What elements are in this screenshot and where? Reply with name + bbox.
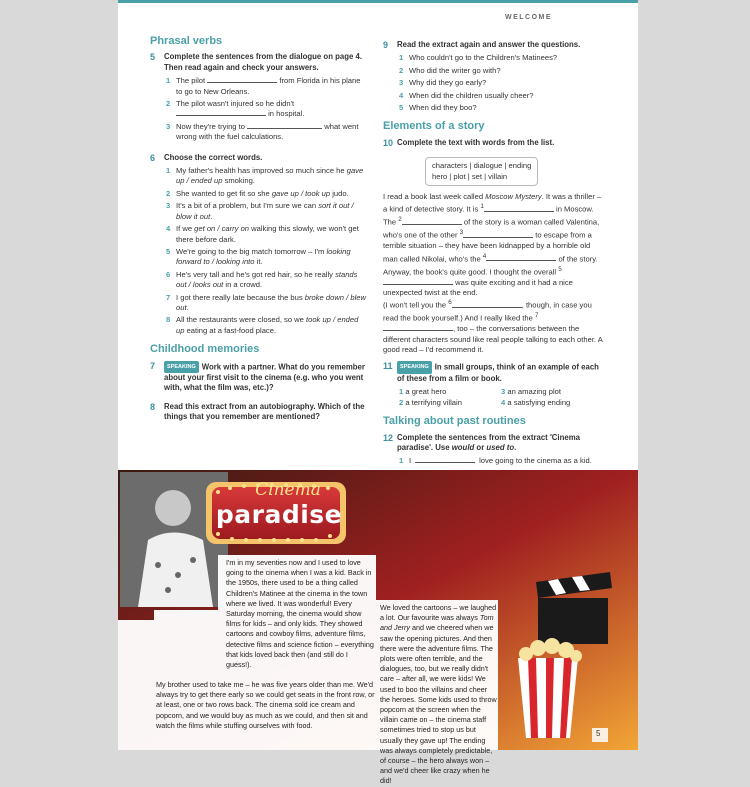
item-number: 3: [166, 201, 171, 211]
elements-of-story-heading: Elements of a story: [383, 120, 485, 133]
answer-blank[interactable]: [176, 115, 266, 116]
word-box: [425, 157, 538, 186]
gap-number: 4: [482, 252, 487, 260]
gap-number: 6: [448, 299, 452, 307]
item-number: 1: [166, 166, 171, 176]
item-text: [176, 293, 368, 314]
item-number: 6: [166, 269, 171, 279]
word-list: characters | dialogue | ending: [432, 161, 532, 171]
exercise-9: [383, 40, 603, 50]
item-number: 2: [399, 397, 404, 407]
text: We loved the cartoons – we laughed a lot. Our favourite was always: [380, 603, 497, 623]
item-text: in hospital.: [268, 109, 305, 119]
text: All the restaurants were closed, so we: [176, 315, 306, 325]
exercise-number: 6: [150, 152, 156, 163]
choice-options[interactable]: sort it out / blow it out: [176, 201, 354, 221]
ex11-grid: [399, 387, 603, 408]
choice-options[interactable]: gave up / took up: [271, 188, 331, 198]
item-number: 4: [501, 397, 506, 407]
gap-number: 3: [459, 229, 464, 237]
exercise-instruction: Read the extract again and answer the questions.: [397, 40, 581, 49]
choice-options[interactable]: stands out / looks out: [176, 269, 358, 290]
exercise-11: [383, 361, 603, 384]
exercise-instruction: .: [514, 442, 517, 452]
poster-title-main: paradise: [215, 500, 343, 529]
list-item: [399, 78, 603, 88]
answer-blank[interactable]: [383, 284, 453, 285]
item-text: When did the children usually cheer?: [409, 90, 534, 100]
item-text: a satisfying ending: [507, 397, 571, 407]
text: it.: [254, 257, 263, 267]
keyword: used to: [486, 442, 515, 452]
exercise-7: [150, 361, 368, 394]
text: .: [210, 211, 213, 221]
text: walking this slowly, we won't get there before dark.: [176, 224, 359, 244]
list-item: [166, 166, 368, 187]
text: in a crowd.: [223, 280, 263, 290]
text: Tom and Jerry: [380, 613, 494, 633]
text: eating at a fast-food place.: [184, 325, 277, 335]
text: , though, in case you read the book yourself.) And I really liked the: [383, 300, 592, 323]
answer-blank[interactable]: [247, 128, 322, 129]
item-number: 1: [399, 53, 404, 63]
poster-title-script: Cinema: [255, 480, 321, 500]
item-text: Now they're trying to: [176, 121, 245, 131]
section-label: WELCOME: [505, 14, 553, 21]
exercise-number: 5: [150, 52, 156, 63]
gap-number: 5: [558, 265, 562, 273]
item-number: 2: [166, 188, 171, 198]
item-text: [176, 247, 368, 268]
answer-blank[interactable]: [463, 237, 533, 238]
list-item: [399, 91, 603, 101]
item-text: When did they boo?: [409, 103, 477, 113]
header-stripe: [118, 0, 638, 14]
childhood-memories-heading: Childhood memories: [150, 343, 260, 356]
list-item: [166, 76, 368, 97]
item-number: 3: [166, 121, 171, 131]
item-number: 2: [166, 99, 171, 109]
list-item: [166, 224, 368, 245]
item-text: from Florida in his plane to go to New Orleans.: [176, 76, 361, 96]
item-text: [176, 166, 368, 187]
item-number: 1: [399, 387, 404, 397]
item-number: 1: [399, 456, 404, 466]
exercise-instruction: Work with a partner. What do you remember about your first visit to the cinema (e.g. who you went with, what the film was, etc.)?: [164, 361, 365, 393]
exercise-instruction: Read this extract from an autobiography. Which of the things that you remember are mentioned?: [164, 401, 365, 422]
exercise-number: 12: [383, 432, 394, 443]
exercise-10: [383, 138, 603, 148]
exercise-number: 11: [383, 361, 393, 372]
exercise-number: 9: [383, 40, 389, 50]
item-text: Why did they go early?: [409, 78, 487, 88]
text: judo.: [330, 188, 349, 198]
gap-number: 2: [398, 216, 402, 224]
past-routines-heading: Talking about past routines: [383, 415, 526, 428]
exercise-number: 10: [383, 137, 394, 148]
item-number: 8: [166, 315, 171, 325]
text: was quite exciting and it had a nice unexpected twist at the end.: [383, 277, 573, 297]
exercise-12: [383, 433, 603, 454]
item-text: [176, 201, 368, 222]
item-number: 4: [166, 224, 171, 234]
text: (I won't tell you the: [383, 300, 449, 310]
keyword: would: [451, 442, 475, 452]
text: to escape from a terrible situation – they have been kidnapped by a horrible old man called Nikolai, who's the: [383, 230, 592, 264]
exercise-instruction: Complete the sentences from the dialogue on page 4. Then read again and check your answers.: [164, 52, 362, 72]
answer-blank[interactable]: [484, 211, 554, 212]
exercise-instruction: Complete the sentences from the extract 'Cinema paradise'. Use: [397, 432, 580, 452]
extract-paragraph-1: I'm in my seventies now and I used to love going to the cinema when I was a kid. Back in the 1950s, there used to be a thing called Children's Matinee at the cinema in the town where we lived. It was wonderful! Every Saturday morning, the cinema would show films for kids – and only kids. They showed cartoons and cowboy films, adventure films, detective films and science fiction – everything that kids loved back then (and still do I guess!).: [226, 558, 374, 670]
answer-blank[interactable]: [207, 82, 277, 83]
text: of the story.: [556, 254, 598, 264]
list-item: [166, 293, 368, 314]
item-number: 7: [166, 292, 171, 302]
text: I got there really late because the bus: [176, 292, 305, 302]
exercise-instruction: Complete the text with words from the list.: [397, 137, 555, 147]
item-text: what went wrong with the fuel calculations.: [176, 121, 359, 142]
text: . It was a thriller – a kind of detective story. It is: [383, 192, 602, 214]
exercise-instruction: Choose the correct words.: [164, 152, 263, 162]
item-number: 3: [501, 387, 506, 397]
answer-blank[interactable]: [452, 307, 522, 308]
item-number: 1: [166, 76, 171, 86]
item-number: 3: [399, 78, 404, 88]
choice-options[interactable]: took up / ended up: [176, 315, 359, 335]
item-text: an amazing plot: [507, 387, 561, 397]
text: I read a book last week called: [383, 192, 486, 202]
answer-blank[interactable]: [383, 330, 453, 331]
item-text: [176, 315, 368, 336]
choice-options[interactable]: looking forward to / looking into: [176, 246, 351, 267]
extract-paragraph-2: My brother used to take me – he was five years older than me. We'd always try to get there early so we could get seats in the front row, or at least, one or two rows back. The cinema sold ice cream and popcorn, and we would buy as much as we could, and then sit and watch the films while stuffing ourselves with food.: [156, 680, 375, 730]
text: It's a bit of a problem, but I'm sure we can: [176, 201, 319, 211]
exercise-number: 8: [150, 401, 156, 412]
gap-number: 7: [534, 312, 539, 320]
text: She wanted to get fit so she: [176, 188, 272, 198]
text: Anyway, the book's quite good. I thought the overall: [383, 267, 559, 277]
text: and we cheered when we saw the opening pictures. And then there were the adventure films. The plots were often terrible, and the dialogues, too, but we really didn't care – after all, we were kids! We used to boo the villains and cheer the heroes. Some kids used to throw popcorn at the screen when the villain came on – the cinema staff sometimes tried to stop us but usually they gave up! The ending was always completely predictable, of course – the hero always won – and we'd cheer like crazy when he did!: [380, 623, 497, 786]
exercise-number: 7: [150, 360, 156, 371]
item-text: a terrifying villain: [405, 397, 462, 407]
left-column: [150, 34, 368, 426]
text: My father's health has improved so much since he: [176, 166, 347, 176]
choice-options[interactable]: broke down / blew out: [176, 292, 366, 312]
list-item: [399, 103, 603, 113]
answer-blank[interactable]: [402, 224, 462, 225]
item-text: Who couldn't go to the Children's Matinees?: [409, 53, 558, 63]
gap-number: 1: [480, 203, 484, 211]
item-text: Who did the writer go with?: [409, 65, 501, 75]
item-text: [176, 270, 368, 291]
list-item: [399, 456, 603, 466]
list-item: [166, 99, 368, 120]
text: I: [409, 456, 412, 466]
list-item: [166, 270, 368, 291]
text: If we: [176, 224, 195, 234]
item-number: 5: [399, 103, 404, 113]
list-item: [166, 315, 368, 336]
book-title: Moscow Mystery: [485, 192, 542, 202]
item-number: 5: [166, 246, 171, 256]
item-number: 4: [399, 90, 404, 100]
text: of the story is a woman called Valentina, who's one of the other: [383, 217, 600, 240]
item-number: 2: [399, 65, 404, 75]
item-text: [176, 224, 368, 245]
text: .: [186, 302, 189, 312]
cinema-paradise-extract: [118, 470, 638, 786]
exercise-5: [150, 52, 368, 73]
item-text: The pilot wasn't injured so he didn't: [176, 99, 295, 109]
list-item: [399, 53, 603, 63]
story-text: [383, 192, 603, 355]
page-number: 5: [596, 729, 601, 738]
choice-options[interactable]: gave up / ended up: [176, 166, 364, 186]
speaking-badge: SPEAKING: [164, 361, 199, 373]
extract-paragraph-3: [380, 603, 498, 787]
text: love going to the cinema as a kid.: [479, 456, 592, 466]
answer-blank[interactable]: [415, 462, 475, 463]
text: We're going to the big match tomorrow – I'm: [176, 246, 327, 256]
text: He's very tall and he's got red hair, so he really: [176, 269, 336, 279]
item-text: a great hero: [405, 387, 447, 397]
text: in Moscow. The: [383, 205, 594, 227]
item-text: [409, 456, 603, 466]
exercise-8: [150, 402, 368, 423]
word-list: hero | plot | set | villain: [432, 171, 508, 181]
right-column: [383, 40, 603, 516]
list-item: [399, 66, 603, 76]
exercise-6: [150, 153, 368, 163]
phrasal-verbs-heading: Phrasal verbs: [150, 35, 223, 47]
list-item: [166, 122, 368, 143]
list-item: [166, 189, 368, 199]
answer-blank[interactable]: [486, 260, 556, 261]
list-item: [166, 201, 368, 222]
exercise-instruction: or: [474, 442, 487, 452]
text: smoking.: [222, 176, 255, 186]
text: , too – the conversations between the different characters sound like real people talking to each other. A good read – I'd recommend it.: [383, 324, 603, 355]
choice-options[interactable]: get on / carry on: [194, 224, 250, 234]
item-text: [176, 189, 368, 199]
exercise-instruction: In small groups, think of an example of each of these from a film or book.: [397, 362, 599, 383]
list-item: [166, 247, 368, 268]
speaking-badge: SPEAKING: [397, 361, 432, 373]
item-text: The pilot: [176, 76, 206, 86]
